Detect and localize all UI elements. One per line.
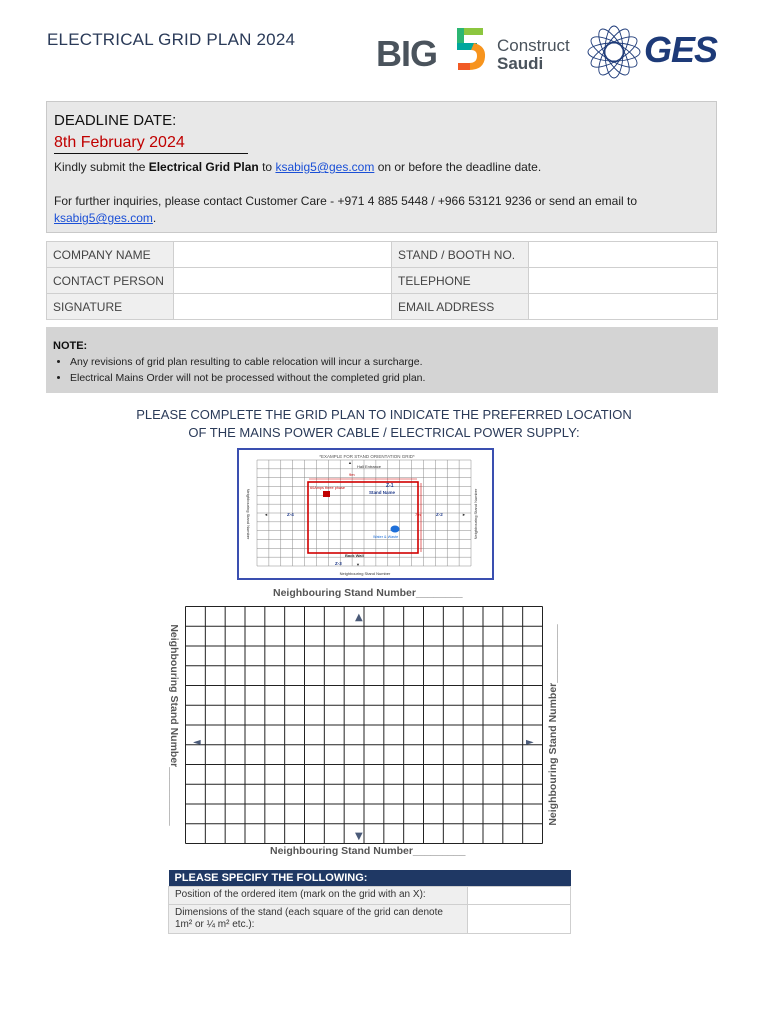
grid-arrow-left-icon: ◄ xyxy=(193,737,201,748)
note-box xyxy=(46,327,718,393)
position-question: Position of the ordered item (mark on the grid with an X): xyxy=(169,886,468,904)
submit-text-post: on or before the deadline date. xyxy=(374,160,542,174)
specify-table xyxy=(168,870,571,934)
example-stand-name: Stand Name xyxy=(369,490,396,495)
telephone-field[interactable] xyxy=(529,268,718,294)
submit-text-bold: Electrical Grid Plan xyxy=(148,160,259,174)
contact-person-label: CONTACT PERSON xyxy=(47,268,174,294)
table-row xyxy=(169,886,571,904)
grid-top-neighbour-label: Neighbouring Stand Number________ xyxy=(273,587,463,599)
inquiry-email-link[interactable]: ksabig5@ges.com xyxy=(54,211,153,225)
grid-arrow-down-icon: ▼ xyxy=(355,831,363,842)
company-name-label: COMPANY NAME xyxy=(47,242,174,268)
grid-left-neighbour-label: Neighbouring Stand Number__________ xyxy=(168,624,180,826)
dimensions-question: Dimensions of the stand (each square of the grid can denote 1m² or ¼ m² etc.): xyxy=(169,904,468,933)
signature-field[interactable] xyxy=(174,294,392,320)
exhibitor-info-table xyxy=(46,241,718,320)
email-address-label: EMAIL ADDRESS xyxy=(392,294,529,320)
example-neighbour-bottom: Neighbouring Stand Number xyxy=(339,571,391,576)
example-arrow-right: ► xyxy=(462,512,466,517)
table-row xyxy=(169,870,571,886)
inquiry-instruction xyxy=(54,193,709,227)
example-z2: Z-2 xyxy=(436,512,443,517)
contact-person-field[interactable] xyxy=(174,268,392,294)
page-title: ELECTRICAL GRID PLAN 2024 xyxy=(47,30,296,49)
table-row xyxy=(47,242,718,268)
submit-text-to: to xyxy=(258,160,276,174)
example-water: Water & Waste xyxy=(373,535,399,539)
grid-arrow-up-icon: ▲ xyxy=(355,612,363,623)
specify-header: PLEASE SPECIFY THE FOLLOWING: xyxy=(169,870,571,886)
example-dim-side: 7m xyxy=(415,512,421,517)
stand-grid-lines xyxy=(186,607,543,844)
position-answer-field[interactable] xyxy=(468,886,571,904)
table-row xyxy=(169,904,571,933)
stand-booth-label: STAND / BOOTH NO. xyxy=(392,242,529,268)
signature-label: SIGNATURE xyxy=(47,294,174,320)
list-item: • Electrical Mains Order will not be processed without the completed grid plan. xyxy=(70,370,711,386)
list-item: • Any revisions of grid plan resulting to cable relocation will incur a surcharge. xyxy=(70,354,711,370)
example-back-wall: Back Wall xyxy=(345,553,364,558)
big5-logo-saudi: Saudi xyxy=(497,54,544,73)
big5-logo-construct: Construct xyxy=(497,36,570,55)
big5-logo-big: BIG xyxy=(376,33,438,74)
example-z3: Z-3 xyxy=(335,561,342,566)
ges-globe-icon xyxy=(586,24,642,80)
deadline-date: 8th February 2024 xyxy=(54,133,248,154)
big5-construct-logo xyxy=(376,24,576,74)
stand-booth-field[interactable] xyxy=(529,242,718,268)
note-list xyxy=(70,354,711,386)
submit-instruction xyxy=(54,159,709,176)
email-address-field[interactable] xyxy=(529,294,718,320)
example-z4: Z-4 xyxy=(287,512,294,517)
example-water-marker xyxy=(391,526,400,533)
example-z1: Z-1 xyxy=(386,483,394,489)
ges-logo xyxy=(586,24,736,80)
dimensions-answer-field[interactable] xyxy=(468,904,571,933)
example-hall-entrance: Hall Entrance xyxy=(357,464,382,469)
big5-five-icon xyxy=(454,26,488,72)
example-dim-top: 9m xyxy=(349,472,355,477)
note-title: NOTE: xyxy=(53,340,88,352)
grid-right-neighbour-label: Neighbouring Stand Number__________ xyxy=(547,624,559,826)
example-arrow-down: ▼ xyxy=(356,562,360,567)
example-title: *EXAMPLE FOR STAND ORIENTATION GRID* xyxy=(319,454,415,459)
email-link[interactable]: ksabig5@ges.com xyxy=(275,160,375,174)
grid-bottom-neighbour-label: Neighbouring Stand Number_________ xyxy=(270,845,466,857)
stand-grid-plan[interactable] xyxy=(185,606,543,844)
example-neighbour-left: Neighbouring Stand Number xyxy=(246,488,251,540)
grid-instruction-line-2: OF THE MAINS POWER CABLE / ELECTRICAL POWER SUPPLY: xyxy=(188,425,580,440)
ges-logo-word: GES xyxy=(644,29,718,70)
telephone-label: TELEPHONE xyxy=(392,268,529,294)
deadline-box xyxy=(46,101,717,233)
submit-text-pre: Kindly submit the xyxy=(54,160,149,174)
example-mains: 60Amps three phase xyxy=(310,486,346,490)
inquiry-text: For further inquiries, please contact Customer Care - +971 4 885 5448 / +966 53121 9236 or send an email to xyxy=(54,194,638,208)
example-arrow-left: ◄ xyxy=(264,512,268,517)
example-arrow-up: ▲ xyxy=(348,460,352,465)
example-neighbour-right: Neighbouring Stand Number xyxy=(473,488,478,540)
company-name-field[interactable] xyxy=(174,242,392,268)
grid-arrow-right-icon: ► xyxy=(526,737,534,748)
inquiry-text-post: . xyxy=(152,211,157,225)
table-row xyxy=(47,268,718,294)
example-mains-marker xyxy=(323,491,330,497)
grid-instruction-line-1: PLEASE COMPLETE THE GRID PLAN TO INDICATE THE PREFERRED LOCATION xyxy=(136,407,632,422)
table-row xyxy=(47,294,718,320)
example-orientation-grid xyxy=(237,448,494,580)
deadline-label: DEADLINE DATE: xyxy=(54,112,177,129)
